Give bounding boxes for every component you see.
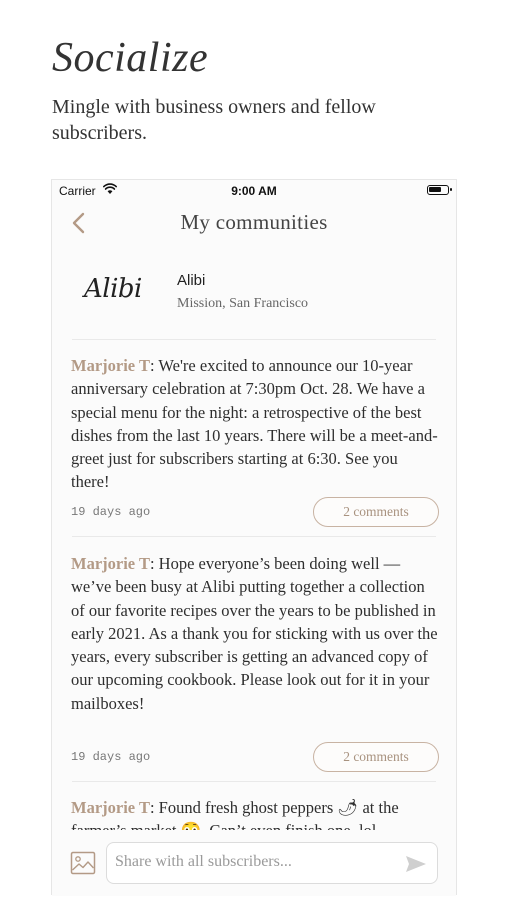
- send-icon[interactable]: [405, 855, 427, 873]
- share-input[interactable]: [115, 853, 395, 871]
- phone-screen: [51, 179, 457, 895]
- community-logo: Alibi: [84, 274, 142, 304]
- community-header[interactable]: [52, 260, 456, 338]
- comments-button[interactable]: 2 comments: [313, 497, 439, 527]
- share-input-box: [106, 842, 438, 884]
- post-timestamp: 19 days ago: [71, 505, 151, 519]
- post-body: : Found fresh ghost peppers 🌶 at the: [149, 798, 399, 817]
- image-attach-icon[interactable]: [70, 851, 96, 875]
- divider: [72, 781, 436, 782]
- community-name: Alibi: [177, 272, 206, 289]
- hero-title: Socialize: [52, 35, 209, 81]
- post-author[interactable]: Marjorie T: [71, 356, 150, 375]
- post-text: [71, 354, 439, 494]
- post-author[interactable]: Marjorie T: [71, 798, 150, 817]
- carrier-label: Carrier: [59, 184, 96, 198]
- status-bar: [52, 180, 456, 200]
- comments-button[interactable]: 2 comments: [313, 742, 439, 772]
- post-item: [71, 796, 439, 830]
- post-author[interactable]: Marjorie T: [71, 554, 150, 573]
- nav-bar: [52, 202, 456, 246]
- post-item: [71, 354, 439, 532]
- page-title: My communities: [180, 210, 328, 234]
- status-time: 9:00 AM: [231, 184, 277, 198]
- composer-bar: [52, 830, 456, 896]
- community-location: Mission, San Francisco: [177, 296, 309, 311]
- post-body: : Hope everyone’s been doing well — we’ve been busy at Alibi putting together a collection of our favorite recipes over the years to be published in early 2021. As a thank you for sticking with us over the years, every subscriber is getting an advanced copy of our upcoming cookbook. Please look out for it in your mailboxes!: [71, 554, 438, 713]
- post-item: [71, 552, 439, 778]
- post-text: [71, 552, 439, 715]
- divider: [72, 339, 436, 340]
- post-timestamp: 19 days ago: [71, 750, 151, 764]
- post-body: : We're excited to announce our 10-year anniversary celebration at 7:30pm Oct. 28. We have a special menu for the night: a retrospective of the best dishes from the last 10 years. There will be a meet-and-greet just for subscribers starting at 6:30. See you there!: [71, 356, 438, 492]
- divider: [72, 536, 436, 537]
- battery-icon: [427, 185, 449, 195]
- hero-subtitle: Mingle with business owners and fellow subscribers.: [52, 96, 376, 144]
